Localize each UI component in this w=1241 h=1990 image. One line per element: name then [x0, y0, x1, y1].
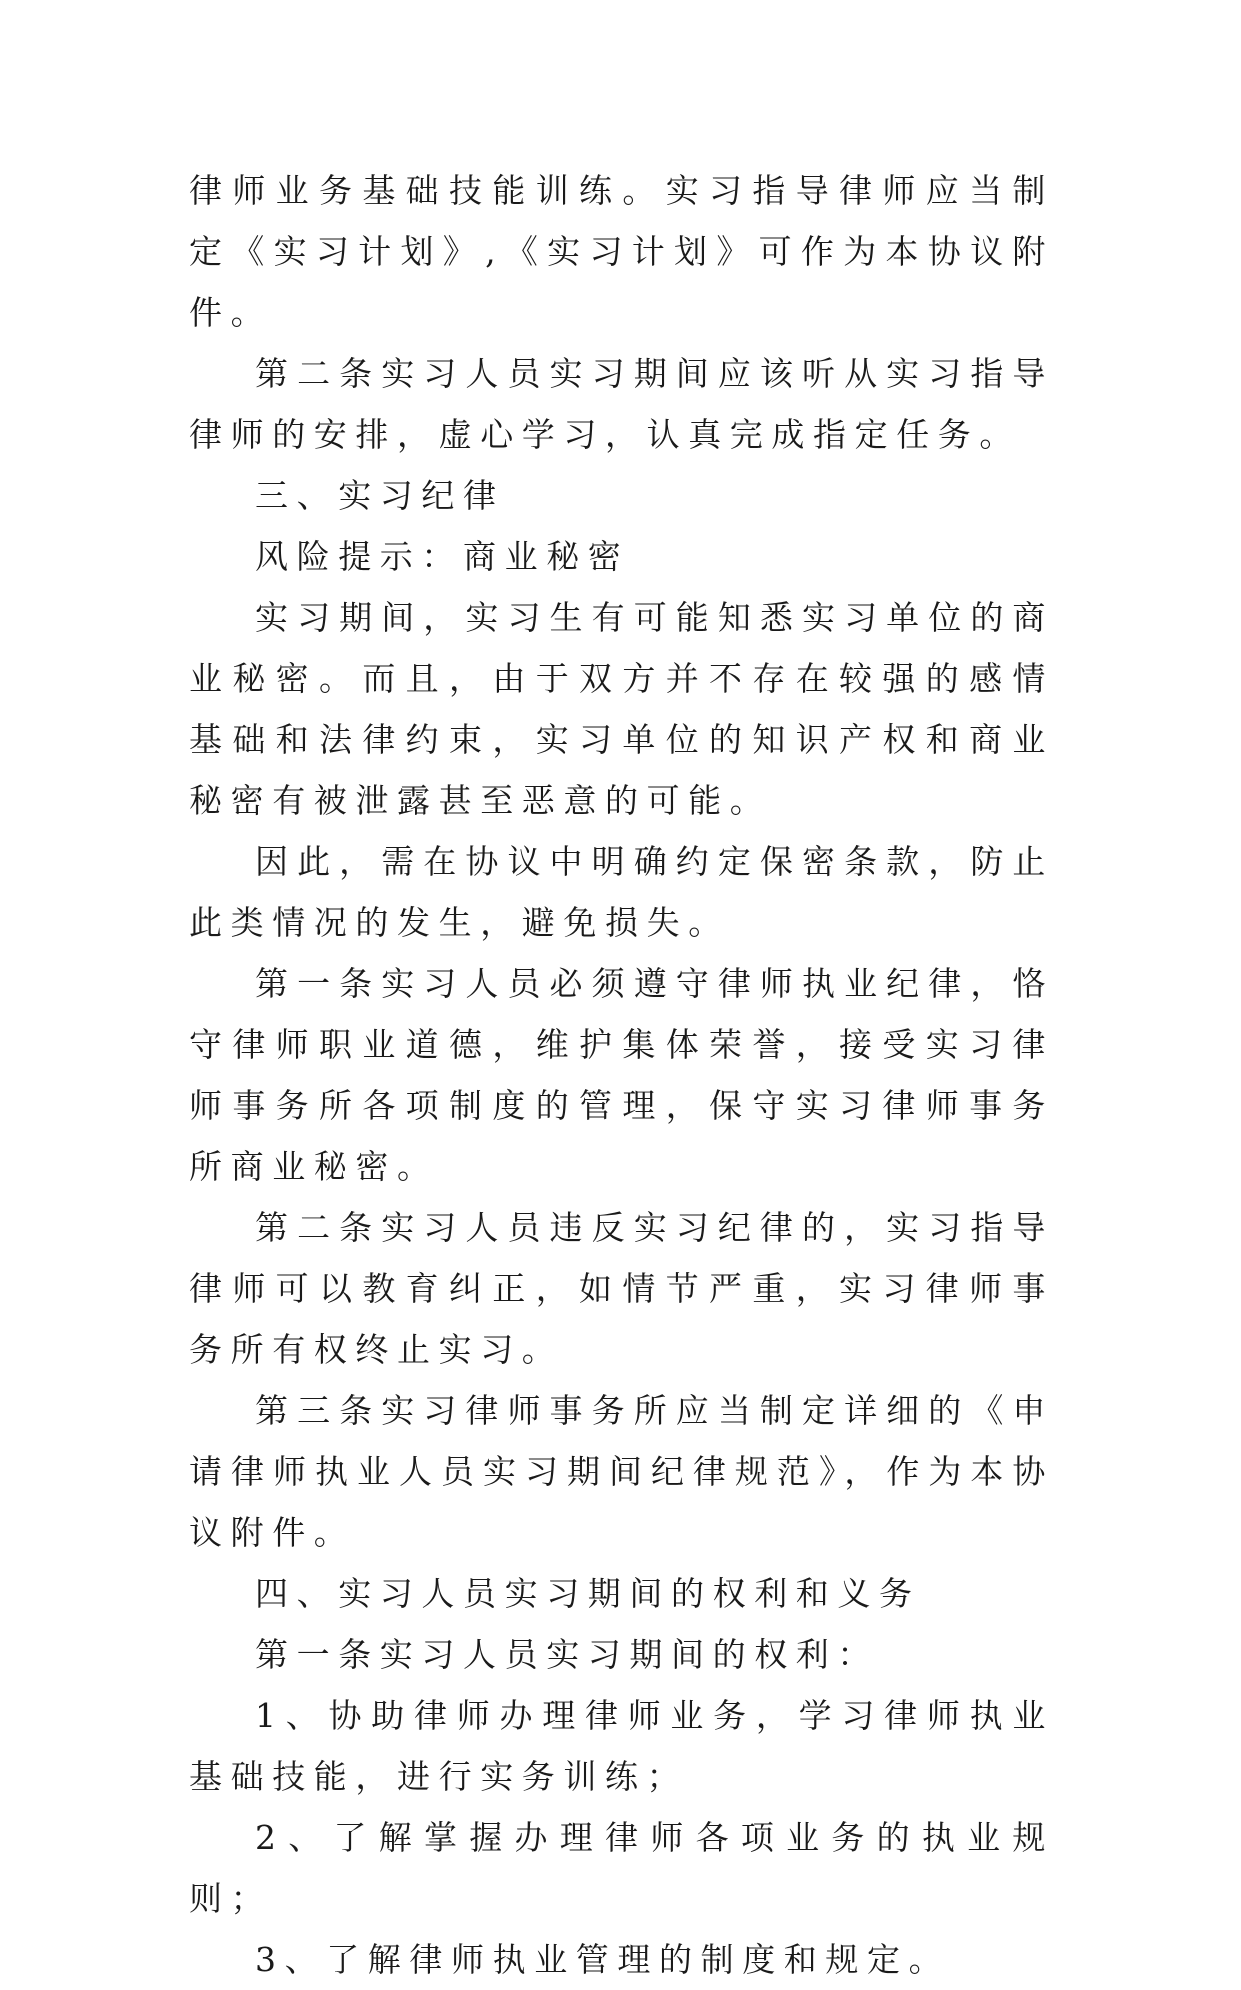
list-item-right-2: 2、了解掌握办理律师各项业务的执业规则；: [189, 1818, 1054, 1918]
paragraph-confidentiality-advice: 因此，需在协议中明确约定保密条款，防止此类情况的发生，避免损失。: [189, 842, 1054, 942]
paragraph-rights-article-1: 第一条实习人员实习期间的权利：: [255, 1635, 879, 1674]
document-body: [189, 160, 1054, 1990]
section-heading-discipline: 三、实习纪律: [255, 476, 505, 515]
section-heading-rights-duties: 四、实习人员实习期间的权利和义务: [255, 1574, 921, 1613]
paragraph-article-2-instructions: 第二条实习人员实习期间应该听从实习指导律师的安排，虚心学习，认真完成指定任务。: [189, 354, 1054, 454]
paragraph-discipline-article-1: 第一条实习人员必须遵守律师执业纪律，恪守律师职业道德，维护集体荣誉，接受实习律师事务所各项制度的管理，保守实习律师事务所商业秘密。: [189, 964, 1054, 1186]
list-item-right-1: 1、协助律师办理律师业务，学习律师执业基础技能，进行实务训练；: [189, 1696, 1054, 1796]
risk-notice-heading: 风险提示：商业秘密: [255, 537, 630, 576]
paragraph-risk-description: 实习期间，实习生有可能知悉实习单位的商业秘密。而且，由于双方并不存在较强的感情基础和法律约束，实习单位的知识产权和商业秘密有被泄露甚至恶意的可能。: [189, 598, 1054, 820]
list-item-right-3: 3、了解律师执业管理的制度和规定。: [255, 1940, 951, 1979]
paragraph-continuation: 律师业务基础技能训练。实习指导律师应当制定《实习计划》,《实习计划》可作为本协议附件。: [189, 171, 1054, 332]
paragraph-discipline-article-3: 第三条实习律师事务所应当制定详细的《申请律师执业人员实习期间纪律规范》，作为本协议附件。: [189, 1391, 1054, 1552]
paragraph-discipline-article-2: 第二条实习人员违反实习纪律的，实习指导律师可以教育纠正，如情节严重，实习律师事务所有权终止实习。: [189, 1208, 1054, 1369]
